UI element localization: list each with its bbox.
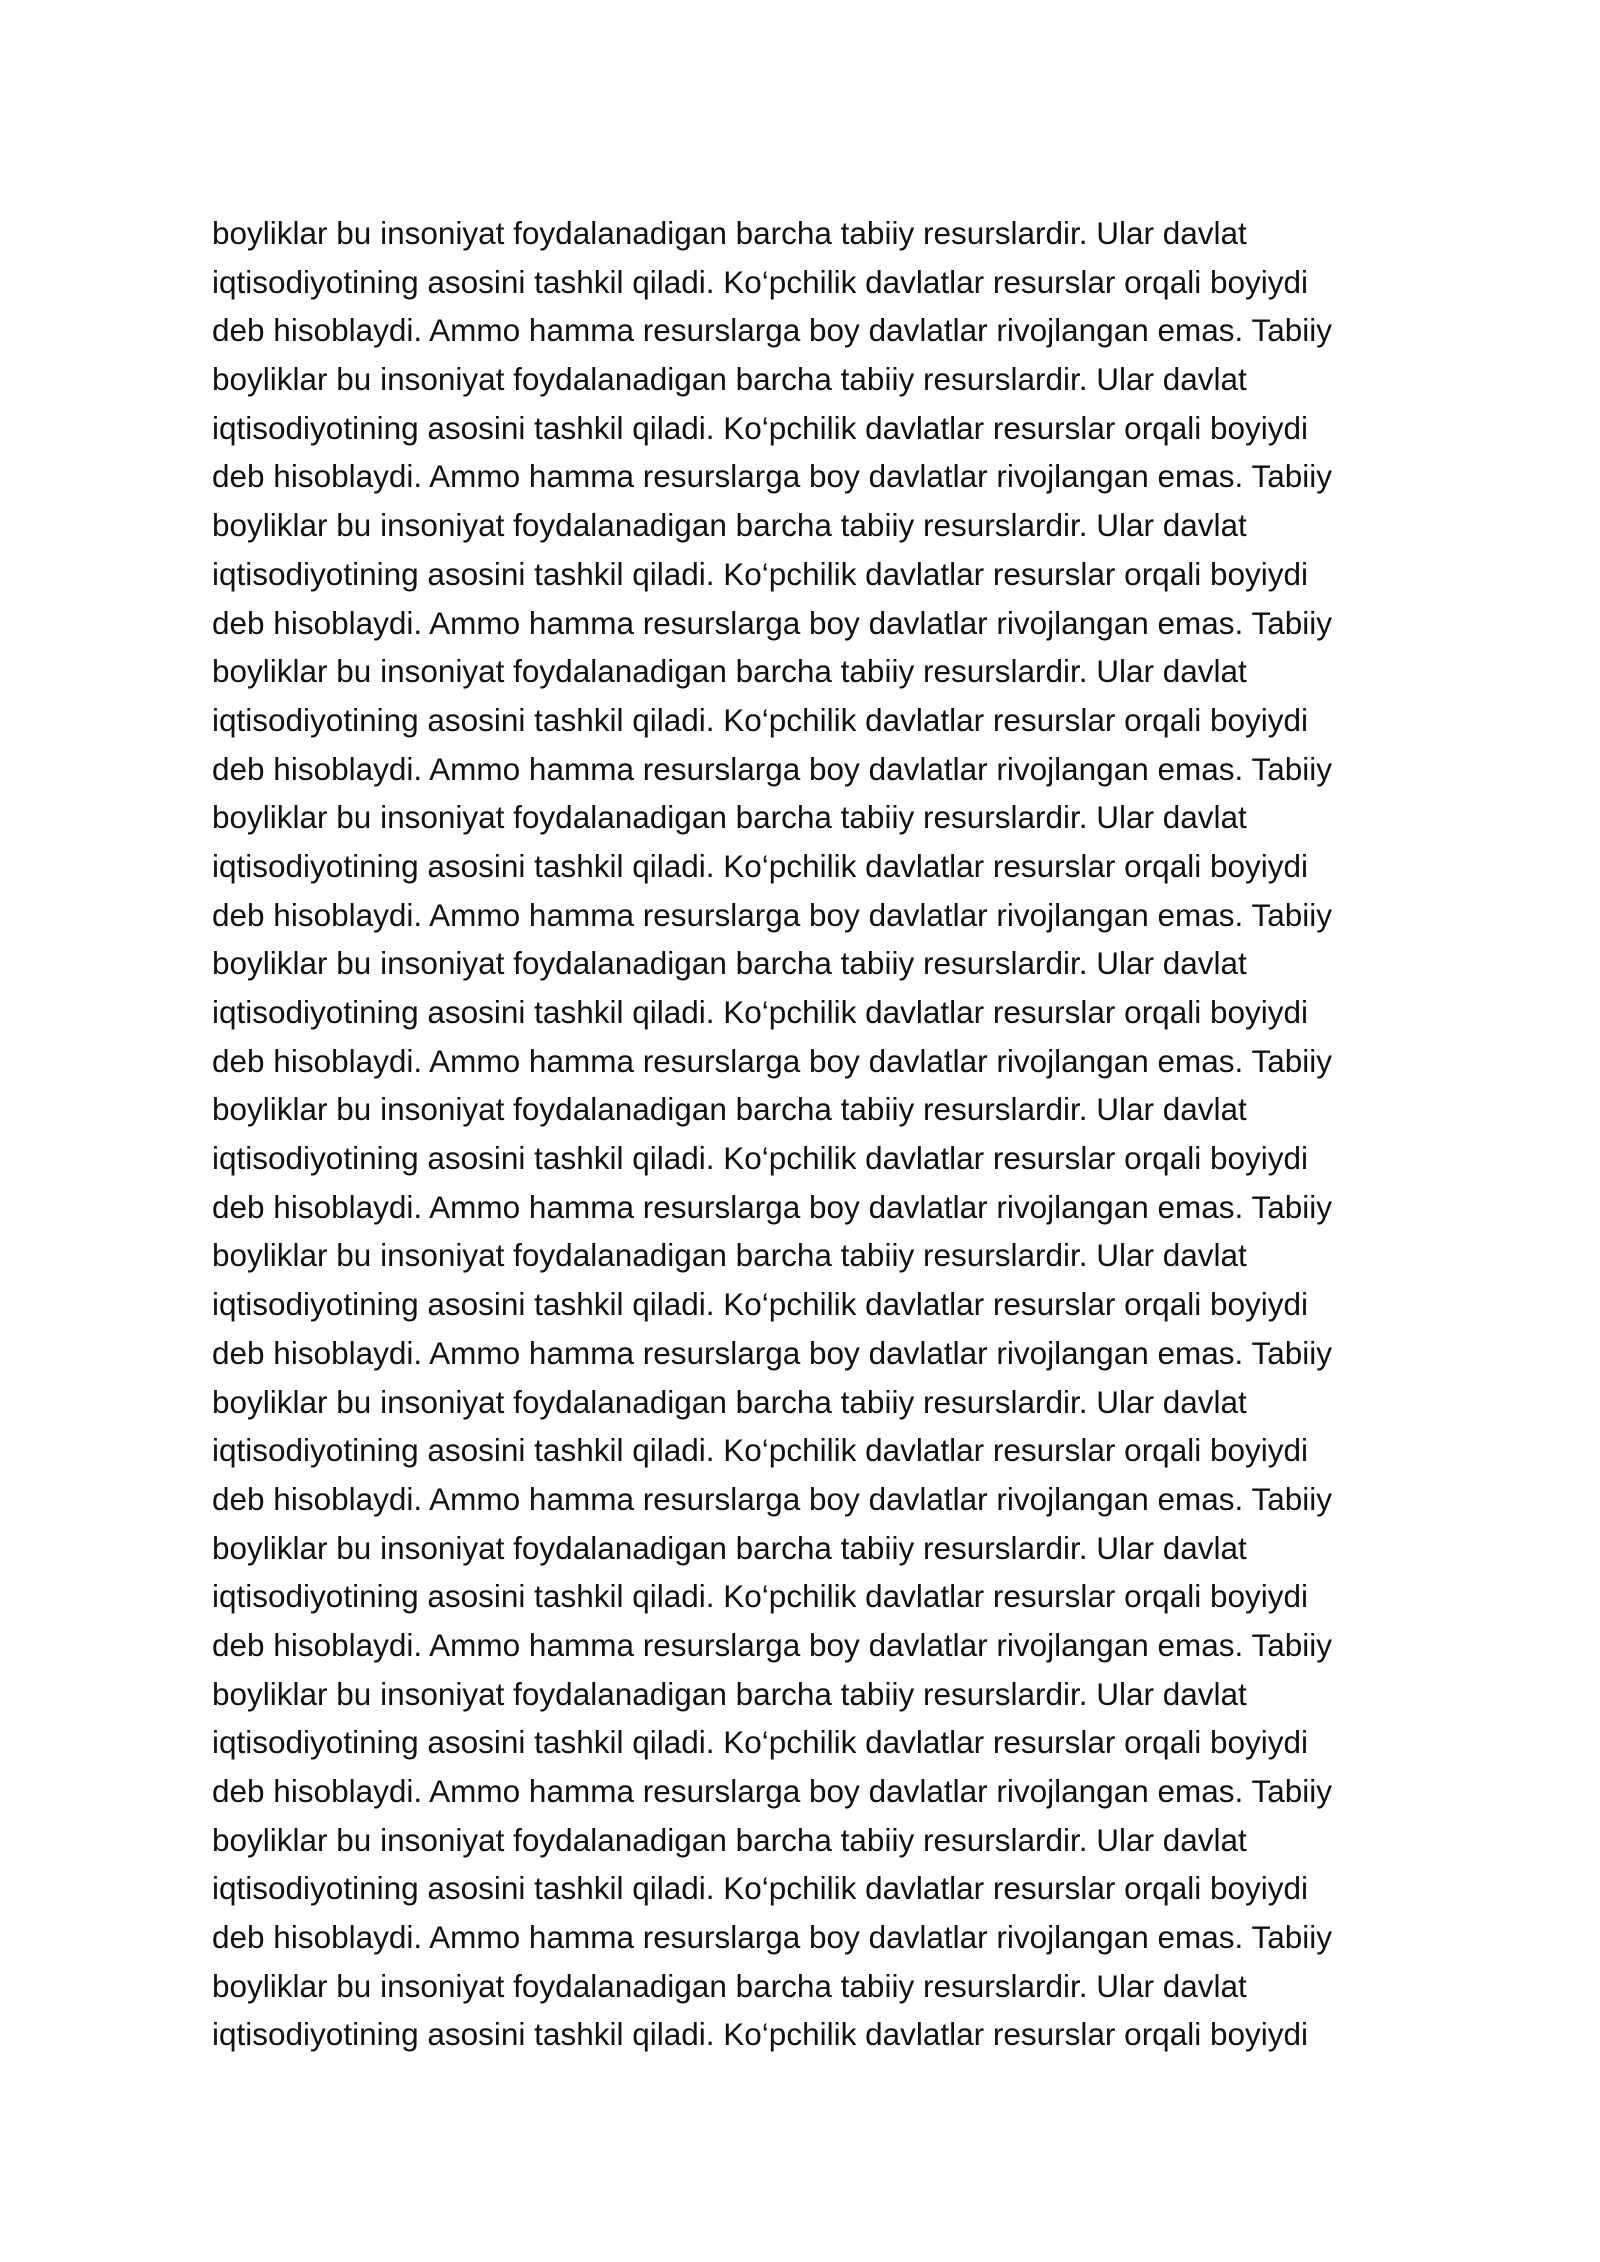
text-line: boyliklar bu insoniyat foydalanadigan barcha tabiiy resurslardir. Ular davlat [212,507,1247,544]
text-line: deb hisoblaydi. Ammo hamma resurslarga boy davlatlar rivojlangan emas. Tabiiy [212,1626,1332,1663]
text-line: iqtisodiyotining asosini tashkil qiladi. Ko‘pchilik davlatlar resurslar orqali boyiydi [212,1578,1309,1615]
body-text [212,209,1442,2059]
text-line: boyliklar bu insoniyat foydalanadigan barcha tabiiy resurslardir. Ular davlat [212,1529,1247,1566]
text-line: deb hisoblaydi. Ammo hamma resurslarga boy davlatlar rivojlangan emas. Tabiiy [212,458,1332,495]
text-line: deb hisoblaydi. Ammo hamma resurslarga boy davlatlar rivojlangan emas. Tabiiy [212,1773,1332,1809]
text-line: iqtisodiyotining asosini tashkil qiladi. Ko‘pchilik davlatlar resurslar orqali boyiydi [212,1286,1309,1323]
text-line: iqtisodiyotining asosini tashkil qiladi. Ko‘pchilik davlatlar resurslar orqali boyiydi [212,2016,1309,2053]
text-line: boyliklar bu insoniyat foydalanadigan barcha tabiiy resurslardir. Ular davlat [212,1675,1247,1712]
text-line: deb hisoblaydi. Ammo hamma resurslarga boy davlatlar rivojlangan emas. Tabiiy [212,1188,1332,1225]
text-line: boyliklar bu insoniyat foydalanadigan barcha tabiiy resurslardir. Ular davlat [212,1967,1247,2004]
text-line: iqtisodiyotining asosini tashkil qiladi. Ko‘pchilik davlatlar resurslar orqali boyiydi [212,701,1309,738]
text-line: iqtisodiyotining asosini tashkil qiladi. Ko‘pchilik davlatlar resurslar orqali boyiydi [212,1432,1309,1469]
text-line: boyliklar bu insoniyat foydalanadigan barcha tabiiy resurslardir. Ular davlat [212,1237,1247,1274]
text-line: deb hisoblaydi. Ammo hamma resurslarga boy davlatlar rivojlangan emas. Tabiiy [212,604,1332,641]
text-line: boyliklar bu insoniyat foydalanadigan barcha tabiiy resurslardir. Ular davlat [212,1091,1247,1128]
text-line: boyliklar bu insoniyat foydalanadigan barcha tabiiy resurslardir. Ular davlat [212,361,1247,398]
text-line: boyliklar bu insoniyat foydalanadigan barcha tabiiy resurslardir. Ular davlat [212,215,1247,251]
text-line: iqtisodiyotining asosini tashkil qiladi. Ko‘pchilik davlatlar resurslar orqali boyiydi [212,1724,1309,1761]
text-line: iqtisodiyotining asosini tashkil qiladi. Ko‘pchilik davlatlar resurslar orqali boyiydi [212,409,1309,446]
text-line: deb hisoblaydi. Ammo hamma resurslarga boy davlatlar rivojlangan emas. Tabiiy [212,750,1332,787]
text-line: iqtisodiyotining asosini tashkil qiladi. Ko‘pchilik davlatlar resurslar orqali boyiydi [212,555,1309,592]
text-line: deb hisoblaydi. Ammo hamma resurslarga boy davlatlar rivojlangan emas. Tabiiy [212,896,1332,933]
text-line: boyliklar bu insoniyat foydalanadigan barcha tabiiy resurslardir. Ular davlat [212,945,1247,982]
text-line: iqtisodiyotining asosini tashkil qiladi. Ko‘pchilik davlatlar resurslar orqali boyiydi [212,263,1309,300]
text-line: iqtisodiyotining asosini tashkil qiladi. Ko‘pchilik davlatlar resurslar orqali boyiydi [212,994,1309,1030]
text-line: boyliklar bu insoniyat foydalanadigan barcha tabiiy resurslardir. Ular davlat [212,1383,1247,1420]
text-line: boyliklar bu insoniyat foydalanadigan barcha tabiiy resurslardir. Ular davlat [212,799,1247,836]
text-line: deb hisoblaydi. Ammo hamma resurslarga boy davlatlar rivojlangan emas. Tabiiy [212,312,1332,349]
text-line: deb hisoblaydi. Ammo hamma resurslarga boy davlatlar rivojlangan emas. Tabiiy [212,1042,1332,1079]
text-line: iqtisodiyotining asosini tashkil qiladi. Ko‘pchilik davlatlar resurslar orqali boyiydi [212,1140,1309,1177]
text-line: boyliklar bu insoniyat foydalanadigan barcha tabiiy resurslardir. Ular davlat [212,653,1247,690]
text-line: deb hisoblaydi. Ammo hamma resurslarga boy davlatlar rivojlangan emas. Tabiiy [212,1480,1332,1517]
text-line: boyliklar bu insoniyat foydalanadigan barcha tabiiy resurslardir. Ular davlat [212,1821,1247,1858]
text-line: deb hisoblaydi. Ammo hamma resurslarga boy davlatlar rivojlangan emas. Tabiiy [212,1334,1332,1371]
text-line: iqtisodiyotining asosini tashkil qiladi. Ko‘pchilik davlatlar resurslar orqali boyiydi [212,847,1309,884]
text-line: iqtisodiyotining asosini tashkil qiladi. Ko‘pchilik davlatlar resurslar orqali boyiydi [212,1870,1309,1907]
text-line: deb hisoblaydi. Ammo hamma resurslarga boy davlatlar rivojlangan emas. Tabiiy [212,1919,1332,1956]
